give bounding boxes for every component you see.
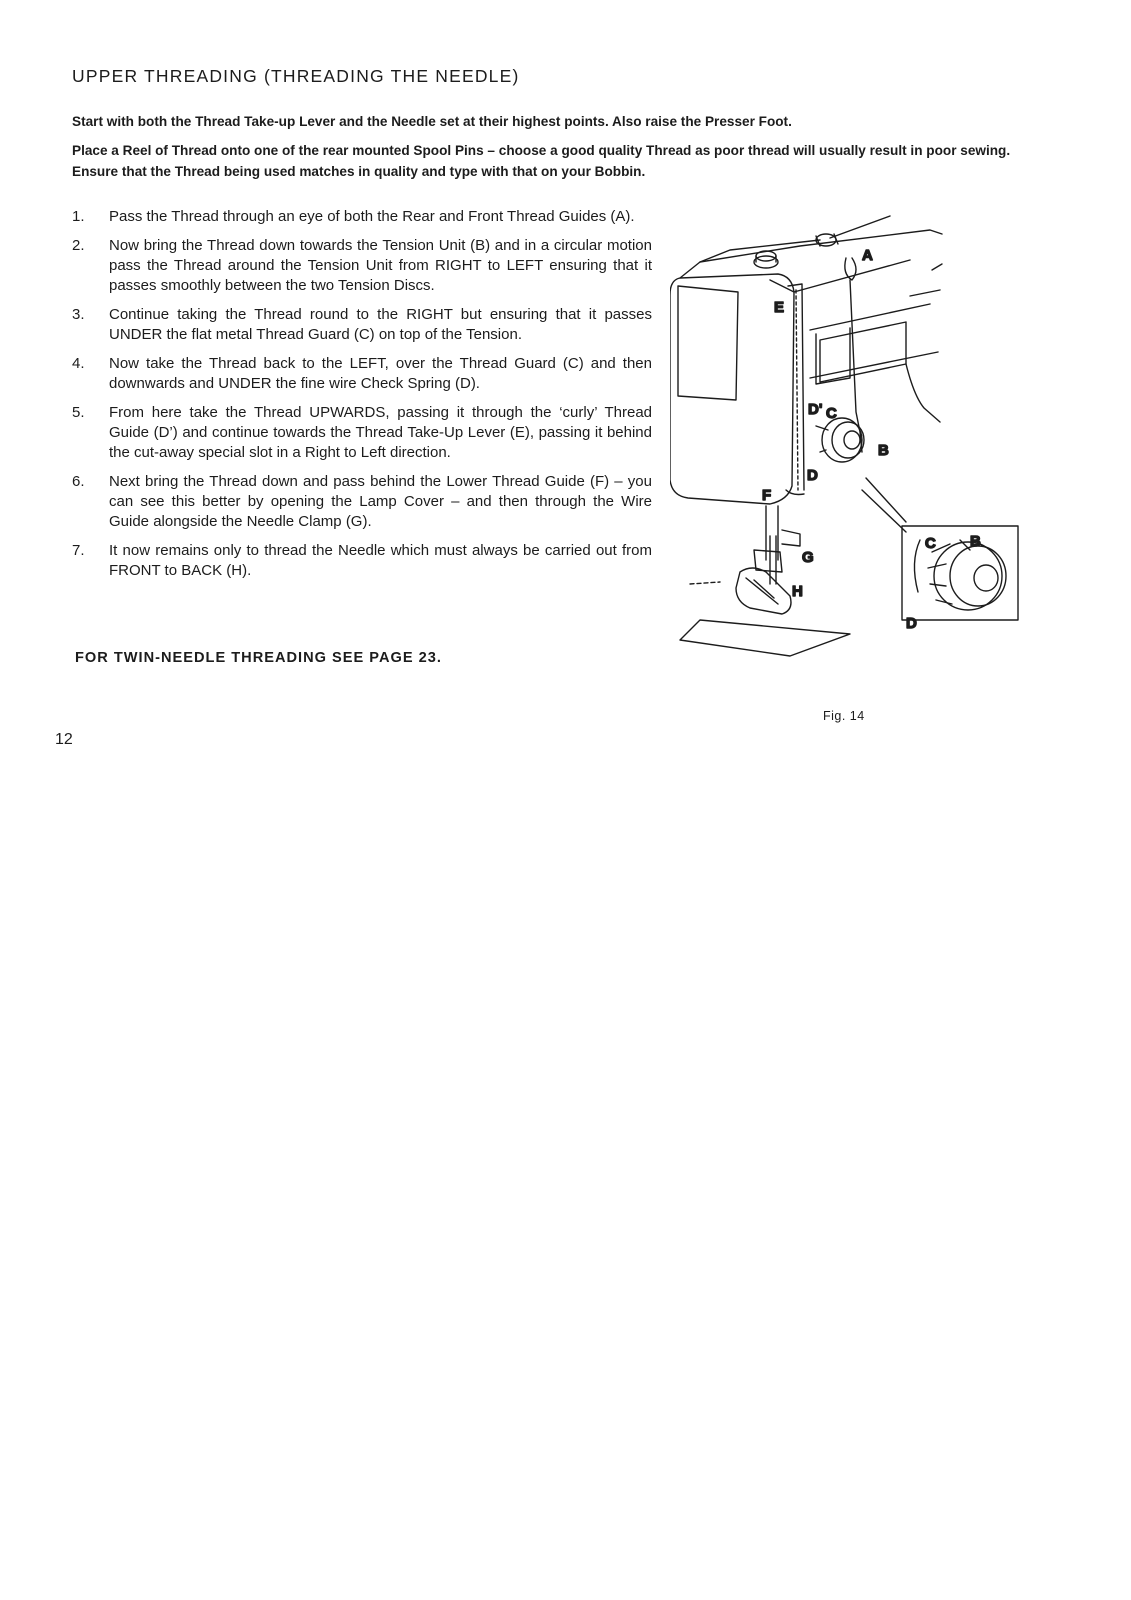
step-item [72,354,652,394]
label-a: A [862,247,873,264]
intro-text [72,111,1042,190]
step-item [72,472,652,532]
step-item [72,207,652,227]
twin-needle-note: FOR TWIN-NEEDLE THREADING SEE PAGE 23. [75,650,442,666]
label-h: H [792,583,803,600]
step-text: It now remains only to thread the Needle which must always be carried out from FRONT to BACK (H). [109,542,652,579]
label-d-prime: D' [808,401,823,418]
label-b: B [878,442,889,459]
step-text: From here take the Thread UPWARDS, passing it through the ‘curly’ Thread Guide (D’) and continue towards the Thread Take-Up Lever (E), passing it behind the cut-away special slot in a Right to Left direction. [109,404,652,461]
label-d: D [807,467,818,484]
step-number: 3. [72,306,85,323]
step-number: 4. [72,355,85,372]
intro-paragraph: Start with both the Thread Take-up Lever and the Needle set at their highest points. Also raise the Presser Foot. [72,114,792,129]
step-item [72,305,652,345]
step-text: Continue taking the Thread round to the RIGHT but ensuring that it passes UNDER the flat metal Thread Guard (C) on top of the Tension. [109,306,652,343]
step-text: Pass the Thread through an eye of both the Rear and Front Thread Guides (A). [109,208,635,225]
inset-label-d: D [906,615,917,632]
label-e: E [774,299,785,316]
step-item [72,236,652,296]
step-number: 7. [72,542,85,559]
step-text: Now bring the Thread down towards the Tension Unit (B) and in a circular motion pass the Thread around the Tension Unit from RIGHT to LEFT ensuring that it passes smoothly between the two Tension Discs. [109,237,652,294]
step-item [72,541,652,581]
intro-paragraph: Place a Reel of Thread onto one of the rear mounted Spool Pins – choose a good quality Thread as poor thread will usually result in poor sewing. Ensure that the Thread being used matches in quality and type with that on your Bobbin. [72,143,1011,179]
sewing-machine-illustration [670,200,1090,670]
page-title: UPPER THREADING (THREADING THE NEEDLE) [72,66,520,86]
step-number: 5. [72,404,85,421]
label-c: C [826,405,837,422]
figure-caption: Fig. 14 [823,709,865,723]
step-number: 2. [72,237,85,254]
step-text: Next bring the Thread down and pass behind the Lower Thread Guide (F) – you can see this better by opening the Lamp Cover – and then through the Wire Guide alongside the Needle Clamp (G). [109,473,652,530]
label-g: G [802,549,814,566]
step-text: Now take the Thread back to the LEFT, over the Thread Guard (C) and then downwards and UNDER the fine wire Check Spring (D). [109,355,652,392]
inset-label-c: C [925,535,936,552]
inset-label-b: B [970,533,981,550]
step-item [72,403,652,463]
step-number: 1. [72,208,85,225]
page-number: 12 [55,731,73,748]
step-number: 6. [72,473,85,490]
label-f: F [762,487,772,504]
threading-steps [72,207,652,590]
